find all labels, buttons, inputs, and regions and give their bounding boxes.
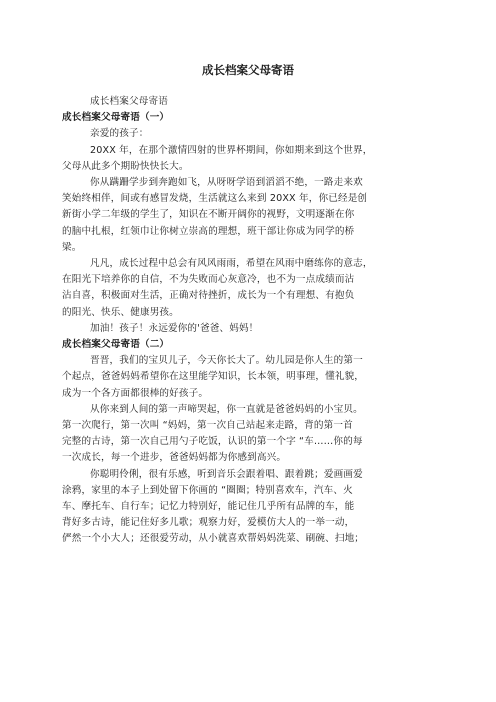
paragraph-line: 你聪明伶俐，很有乐感，听到音乐会跟着唱、跟着跳；爱画画爱 — [90, 468, 363, 480]
paragraph-line: 成为一个各方面都很棒的好孩子。 — [62, 387, 209, 399]
document-body — [62, 94, 437, 548]
paragraph-line: 你从蹒跚学步到奔跑如飞，从呀呀学语到滔滔不绝，一路走来欢 — [90, 177, 363, 189]
paragraph-line: 梁。 — [62, 241, 82, 253]
paragraph-line: 成长档案父母寄语 — [90, 96, 168, 107]
paragraph-line: 背好多古诗，能记住好多儿歌；观察力好，爱模仿大人的一举一动， — [62, 517, 355, 529]
paragraph-line: 凡凡，成长过程中总会有风风雨雨，希望在风雨中磨练你的意志， — [90, 258, 373, 270]
paragraph-line: 从你来到人间的第一声啼哭起，你一直就是爸爸妈妈的小宝贝。 — [90, 403, 363, 415]
paragraph-line: 父母从此多个期盼快快长大。 — [62, 160, 189, 172]
document-title: 成长档案父母寄语 — [202, 63, 294, 77]
paragraph-line: 沾自喜，积极面对生活，正确对待挫折，成长为一个有理想、有抱负 — [62, 290, 355, 302]
paragraph-line: 加油！孩子！永远爱你的'爸爸、妈妈！ — [90, 322, 259, 334]
paragraph-line: 涂鸦，家里的本子上到处留下你画的 “圈圈；特别喜欢车，汽车、火 — [62, 484, 353, 496]
paragraph-line: 的脑中扎根，红领巾让你树立崇高的理想，班干部让你成为同学的桥 — [62, 225, 355, 237]
paragraph-line: 晋晋，我们的宝贝儿子，今天你长大了。幼儿园是你人生的第一 — [90, 355, 363, 367]
paragraph-line: 个起点，爸爸妈妈希望你在这里能学知识，长本领，明事理，懂礼貌， — [62, 371, 365, 383]
paragraph-line: 新街小学二年级的学生了，知识在不断开阔你的视野，文明逐渐在你 — [62, 209, 355, 221]
paragraph-line: 车、摩托车、自行车；记忆力特别好，能记住几乎所有品牌的车，能 — [62, 501, 355, 513]
paragraph-line: 第一次爬行，第一次叫 “妈妈，第一次自己站起来走路，背的第一首 — [62, 420, 353, 432]
paragraph-line: 在阳光下培养你的自信，不为失败而心灰意冷，也不为一点成绩而沾 — [62, 274, 355, 286]
section-heading: 成长档案父母寄语（一） — [62, 112, 170, 124]
paragraph-line: 俨然一个小大人；还很爱劳动，从小就喜欢帮妈妈洗菜、刷碗、扫地； — [62, 533, 365, 545]
paragraph-line: 的阳光、快乐、健康男孩。 — [62, 306, 179, 318]
paragraph-line: 完整的古诗，第一次自己用勺子吃饭，认识的第一个字 “车……你的每 — [62, 436, 363, 448]
paragraph-line: 一次成长，每一个进步，爸爸妈妈都为你感到高兴。 — [62, 452, 287, 464]
paragraph-line: 20XX 年，在那个激情四射的世界杯期间，你如期来到这个世界， — [90, 144, 373, 156]
section-heading: 成长档案父母寄语（二） — [62, 339, 170, 351]
paragraph-line: 笑始终相伴，间或有感冒发烧，生活就这么来到 20XX 年，你已经是创 — [62, 193, 368, 205]
paragraph-line: 亲爱的孩子： — [90, 128, 149, 140]
